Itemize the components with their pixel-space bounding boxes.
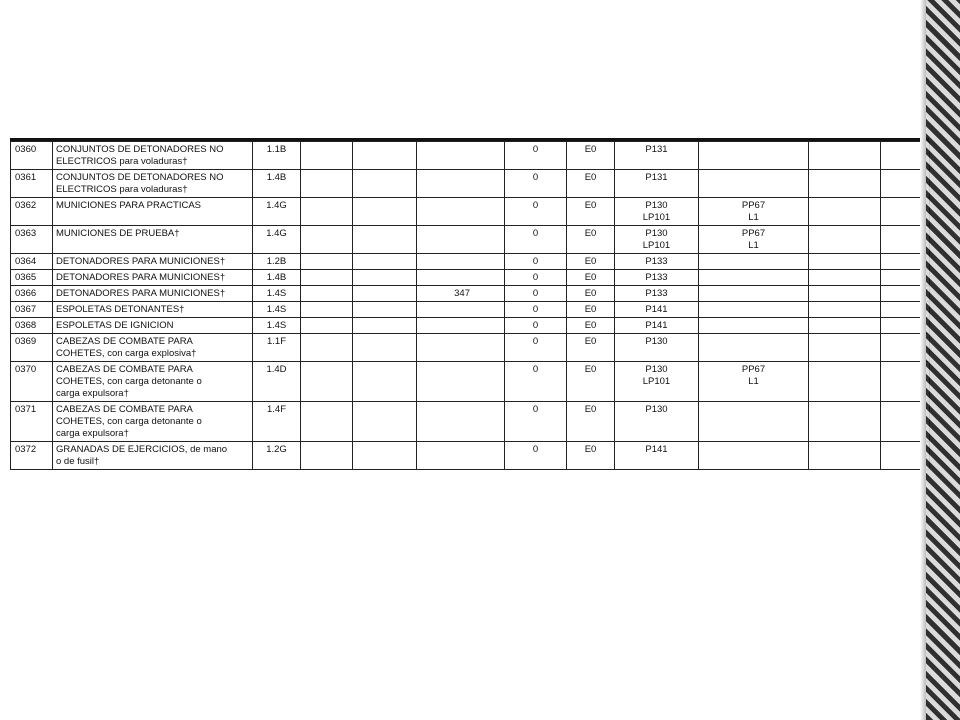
packing-provision-cell [699, 334, 809, 362]
empty-cell [809, 226, 881, 254]
special-provisions-cell [417, 334, 505, 362]
empty-cell [809, 170, 881, 198]
empty-cell [353, 302, 417, 318]
empty-cell [301, 142, 353, 170]
limited-quantity-cell: 0 [505, 334, 567, 362]
name-description-cell [53, 442, 253, 470]
empty-cell [353, 142, 417, 170]
empty-cell [809, 270, 881, 286]
packing-instruction-cell-line: LP101 [642, 212, 671, 223]
class-division-cell: 1.4S [253, 286, 301, 302]
un-number-cell: 0363 [11, 226, 53, 254]
class-division-cell: 1.1F [253, 334, 301, 362]
packing-instruction-cell [615, 170, 699, 198]
limited-quantity-cell: 0 [505, 286, 567, 302]
special-provisions-cell [417, 302, 505, 318]
decorative-right-border [926, 0, 960, 720]
table-row [11, 254, 930, 270]
packing-instruction-cell-line: P130 [645, 228, 668, 239]
excepted-quantity-cell: E0 [567, 254, 615, 270]
un-number-cell: 0360 [11, 142, 53, 170]
excepted-quantity-cell: E0 [567, 442, 615, 470]
packing-instruction-cell-line: P141 [645, 320, 668, 331]
packing-provision-cell [699, 442, 809, 470]
packing-provision-cell-line: PP67 [741, 200, 766, 211]
empty-cell [301, 318, 353, 334]
limited-quantity-cell: 0 [505, 170, 567, 198]
empty-cell [301, 226, 353, 254]
class-division-cell: 1.4B [253, 170, 301, 198]
name-description-cell-line: COHETES, con carga detonante o [56, 416, 202, 427]
packing-instruction-cell-line: P133 [645, 288, 668, 299]
table-row [11, 226, 930, 254]
empty-cell [809, 442, 881, 470]
packing-provision-cell-line: L1 [748, 376, 759, 387]
empty-cell [353, 334, 417, 362]
special-provisions-cell [417, 198, 505, 226]
un-number-cell: 0370 [11, 362, 53, 402]
empty-cell [353, 270, 417, 286]
empty-cell [301, 270, 353, 286]
limited-quantity-cell: 0 [505, 362, 567, 402]
limited-quantity-cell: 0 [505, 226, 567, 254]
table-body [11, 142, 930, 470]
un-number-cell: 0366 [11, 286, 53, 302]
packing-provision-cell [699, 170, 809, 198]
empty-cell [301, 170, 353, 198]
limited-quantity-cell: 0 [505, 302, 567, 318]
name-description-cell-line: o de fusil† [56, 456, 100, 467]
limited-quantity-cell: 0 [505, 318, 567, 334]
table-row [11, 198, 930, 226]
class-division-cell: 1.2G [253, 442, 301, 470]
packing-provision-cell-line: PP67 [741, 364, 766, 375]
packing-instruction-cell [615, 334, 699, 362]
name-description-cell-line: ELECTRICOS para voladuras† [56, 184, 188, 195]
packing-provision-cell [699, 362, 809, 402]
name-description-cell [53, 402, 253, 442]
name-description-cell [53, 362, 253, 402]
packing-provision-cell [699, 142, 809, 170]
table-row [11, 286, 930, 302]
empty-cell [809, 402, 881, 442]
excepted-quantity-cell: E0 [567, 226, 615, 254]
limited-quantity-cell: 0 [505, 442, 567, 470]
packing-provision-cell [699, 226, 809, 254]
empty-cell [353, 402, 417, 442]
packing-provision-cell [699, 270, 809, 286]
name-description-cell-line: CONJUNTOS DE DETONADORES NO [56, 144, 224, 155]
packing-instruction-cell [615, 302, 699, 318]
special-provisions-cell [417, 254, 505, 270]
table-row [11, 142, 930, 170]
empty-cell [301, 442, 353, 470]
name-description-cell-line: DETONADORES PARA MUNICIONES† [56, 288, 226, 299]
limited-quantity-cell: 0 [505, 142, 567, 170]
dangerous-goods-table [10, 141, 930, 470]
class-division-cell: 1.4F [253, 402, 301, 442]
name-description-cell-line: ELECTRICOS para voladuras† [56, 156, 188, 167]
name-description-cell [53, 334, 253, 362]
un-number-cell: 0364 [11, 254, 53, 270]
packing-instruction-cell-line: P133 [645, 256, 668, 267]
class-division-cell: 1.4B [253, 270, 301, 286]
empty-cell [301, 334, 353, 362]
table-row [11, 402, 930, 442]
packing-provision-cell [699, 198, 809, 226]
name-description-cell-line: GRANADAS DE EJERCICIOS, de mano [56, 444, 228, 455]
name-description-cell [53, 286, 253, 302]
packing-provision-cell [699, 402, 809, 442]
empty-cell [353, 226, 417, 254]
packing-instruction-cell [615, 362, 699, 402]
name-description-cell [53, 226, 253, 254]
un-number-cell: 0371 [11, 402, 53, 442]
name-description-cell-line: CABEZAS DE COMBATE PARA [56, 404, 193, 415]
un-number-cell: 0367 [11, 302, 53, 318]
table-row [11, 362, 930, 402]
class-division-cell: 1.4D [253, 362, 301, 402]
special-provisions-cell [417, 442, 505, 470]
packing-provision-cell-line: PP67 [741, 228, 766, 239]
class-division-cell: 1.4S [253, 302, 301, 318]
excepted-quantity-cell: E0 [567, 170, 615, 198]
class-division-cell: 1.4G [253, 226, 301, 254]
special-provisions-cell [417, 402, 505, 442]
packing-instruction-cell-line: P130 [645, 364, 668, 375]
name-description-cell-line: DETONADORES PARA MUNICIONES† [56, 272, 226, 283]
empty-cell [353, 254, 417, 270]
limited-quantity-cell: 0 [505, 270, 567, 286]
packing-instruction-cell-line: P131 [645, 172, 668, 183]
name-description-cell-line: carga expulsora† [56, 428, 129, 439]
excepted-quantity-cell: E0 [567, 142, 615, 170]
packing-instruction-cell-line: P133 [645, 272, 668, 283]
empty-cell [809, 334, 881, 362]
empty-cell [301, 198, 353, 226]
un-number-cell: 0365 [11, 270, 53, 286]
empty-cell [353, 170, 417, 198]
limited-quantity-cell: 0 [505, 198, 567, 226]
empty-cell [301, 362, 353, 402]
un-number-cell: 0368 [11, 318, 53, 334]
packing-instruction-cell-line: P130 [645, 336, 668, 347]
name-description-cell [53, 270, 253, 286]
packing-instruction-cell [615, 442, 699, 470]
packing-instruction-cell [615, 270, 699, 286]
name-description-cell-line: carga expulsora† [56, 388, 129, 399]
class-division-cell: 1.4S [253, 318, 301, 334]
packing-provision-cell [699, 318, 809, 334]
packing-instruction-cell [615, 198, 699, 226]
name-description-cell-line: CONJUNTOS DE DETONADORES NO [56, 172, 224, 183]
table-row [11, 334, 930, 362]
packing-instruction-cell [615, 254, 699, 270]
name-description-cell [53, 302, 253, 318]
table-row [11, 170, 930, 198]
empty-cell [301, 302, 353, 318]
special-provisions-cell [417, 142, 505, 170]
special-provisions-cell [417, 362, 505, 402]
special-provisions-cell [417, 318, 505, 334]
packing-instruction-cell-line: P141 [645, 304, 668, 315]
table-row [11, 270, 930, 286]
empty-cell [809, 362, 881, 402]
empty-cell [353, 198, 417, 226]
name-description-cell [53, 198, 253, 226]
empty-cell [301, 286, 353, 302]
name-description-cell [53, 142, 253, 170]
excepted-quantity-cell: E0 [567, 402, 615, 442]
name-description-cell-line: DETONADORES PARA MUNICIONES† [56, 256, 226, 267]
name-description-cell [53, 170, 253, 198]
packing-instruction-cell [615, 318, 699, 334]
table-row [11, 302, 930, 318]
empty-cell [809, 142, 881, 170]
name-description-cell [53, 318, 253, 334]
packing-instruction-cell-line: LP101 [642, 376, 671, 387]
name-description-cell-line: CABEZAS DE COMBATE PARA [56, 364, 193, 375]
special-provisions-cell [417, 170, 505, 198]
special-provisions-cell: 347 [417, 286, 505, 302]
empty-cell [353, 442, 417, 470]
empty-cell [353, 362, 417, 402]
table-row [11, 318, 930, 334]
limited-quantity-cell: 0 [505, 402, 567, 442]
packing-instruction-cell-line: P130 [645, 200, 668, 211]
name-description-cell-line: MUNICIONES PARA PRACTICAS [56, 200, 201, 211]
packing-instruction-cell-line: P141 [645, 444, 668, 455]
limited-quantity-cell: 0 [505, 254, 567, 270]
excepted-quantity-cell: E0 [567, 270, 615, 286]
empty-cell [301, 402, 353, 442]
name-description-cell-line: ESPOLETAS DETONANTES† [56, 304, 185, 315]
un-number-cell: 0369 [11, 334, 53, 362]
packing-provision-cell [699, 254, 809, 270]
dangerous-goods-table-wrapper [10, 138, 929, 470]
excepted-quantity-cell: E0 [567, 334, 615, 362]
special-provisions-cell [417, 270, 505, 286]
packing-provision-cell-line: L1 [748, 212, 759, 223]
class-division-cell: 1.2B [253, 254, 301, 270]
name-description-cell-line: COHETES, con carga explosiva† [56, 348, 197, 359]
excepted-quantity-cell: E0 [567, 362, 615, 402]
packing-instruction-cell [615, 286, 699, 302]
packing-provision-cell [699, 286, 809, 302]
special-provisions-cell [417, 226, 505, 254]
empty-cell [809, 318, 881, 334]
name-description-cell-line: CABEZAS DE COMBATE PARA [56, 336, 193, 347]
empty-cell [353, 318, 417, 334]
name-description-cell-line: COHETES, con carga detonante o [56, 376, 202, 387]
class-division-cell: 1.1B [253, 142, 301, 170]
packing-instruction-cell [615, 402, 699, 442]
packing-instruction-cell-line: P131 [645, 144, 668, 155]
name-description-cell-line: MUNICIONES DE PRUEBA† [56, 228, 180, 239]
class-division-cell: 1.4G [253, 198, 301, 226]
empty-cell [301, 254, 353, 270]
packing-instruction-cell-line: P130 [645, 404, 668, 415]
packing-instruction-cell [615, 226, 699, 254]
empty-cell [809, 286, 881, 302]
empty-cell [809, 254, 881, 270]
table-row [11, 442, 930, 470]
excepted-quantity-cell: E0 [567, 302, 615, 318]
packing-instruction-cell-line: LP101 [642, 240, 671, 251]
un-number-cell: 0362 [11, 198, 53, 226]
un-number-cell: 0372 [11, 442, 53, 470]
name-description-cell [53, 254, 253, 270]
excepted-quantity-cell: E0 [567, 286, 615, 302]
un-number-cell: 0361 [11, 170, 53, 198]
excepted-quantity-cell: E0 [567, 318, 615, 334]
packing-provision-cell-line: L1 [748, 240, 759, 251]
excepted-quantity-cell: E0 [567, 198, 615, 226]
packing-instruction-cell [615, 142, 699, 170]
empty-cell [809, 302, 881, 318]
empty-cell [353, 286, 417, 302]
name-description-cell-line: ESPOLETAS DE IGNICION [56, 320, 174, 331]
empty-cell [809, 198, 881, 226]
packing-provision-cell [699, 302, 809, 318]
